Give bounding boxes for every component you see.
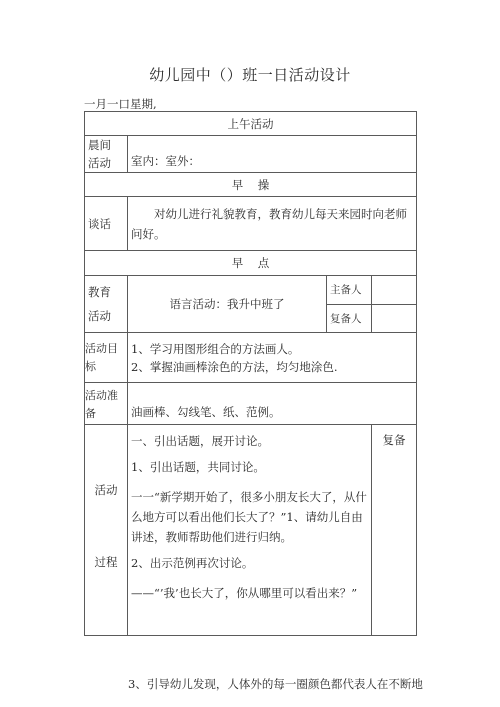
review-cell: 复备 <box>372 425 417 636</box>
co-prep-value <box>372 305 417 333</box>
goal-item: 2、掌握油画棒涂色的方法，均匀地涂色. <box>131 359 338 374</box>
teaching-label <box>85 276 128 333</box>
talk-label: 谈话 <box>85 197 128 251</box>
morning-activity-label <box>85 136 128 173</box>
goals-label: 活动目标 <box>85 333 128 383</box>
morning-activity-label-text: 晨间 活动 <box>88 138 111 170</box>
co-prep-label: 复备人 <box>327 305 372 333</box>
process-label <box>85 425 128 636</box>
teaching-value: 语言活动：我升中班了 <box>128 276 327 333</box>
continuation-line: 3、引导幼儿发现，人体外的每一圈颜色都代表人在不断地 <box>128 677 423 691</box>
process-label-1: 活动 <box>94 483 118 497</box>
page-title: 幼儿园中（）班一日活动设计 <box>149 66 351 84</box>
exercise-header: 早 操 <box>85 173 417 197</box>
process-line: ——“’我’也长大了，你从哪里可以看出来？” <box>131 586 358 600</box>
activity-table <box>84 111 417 636</box>
goal-item: 1、学习用图形组合的方法画人。 <box>131 341 300 356</box>
process-label-2: 过程 <box>94 555 118 569</box>
teaching-label-text: 教育 活动 <box>88 285 111 323</box>
snack-header: 早 点 <box>85 251 417 276</box>
lead-prep-label: 主备人 <box>327 276 372 305</box>
process-line: 2、出示范例再次讨论。 <box>131 556 254 570</box>
process-line: 一、引出话题，展开讨论。 <box>131 434 269 448</box>
prep-value: 油画棒、勾线笔、纸、范例。 <box>128 383 417 425</box>
process-body <box>128 425 372 636</box>
talk-text-content: 对幼儿进行礼貌教育，教育幼儿每天来园时向老师问好。 <box>131 206 407 241</box>
morning-header: 上午活动 <box>85 112 417 136</box>
process-line: 一一“新学期开始了，很多小朋友长大了，从什么地方可以看出他们长大了？”1、请幼儿自由讲述，教师帮助他们进行归纳。 <box>131 490 367 544</box>
goals-list <box>128 333 417 383</box>
talk-text <box>128 197 417 251</box>
process-line: 1、引出话题，共同讨论。 <box>131 460 265 474</box>
lead-prep-value <box>372 276 417 305</box>
prep-label: 活动准备 <box>85 383 128 425</box>
date-line: 一月一口星期, <box>84 97 157 111</box>
morning-activity-value: 室内：室外： <box>128 136 417 173</box>
